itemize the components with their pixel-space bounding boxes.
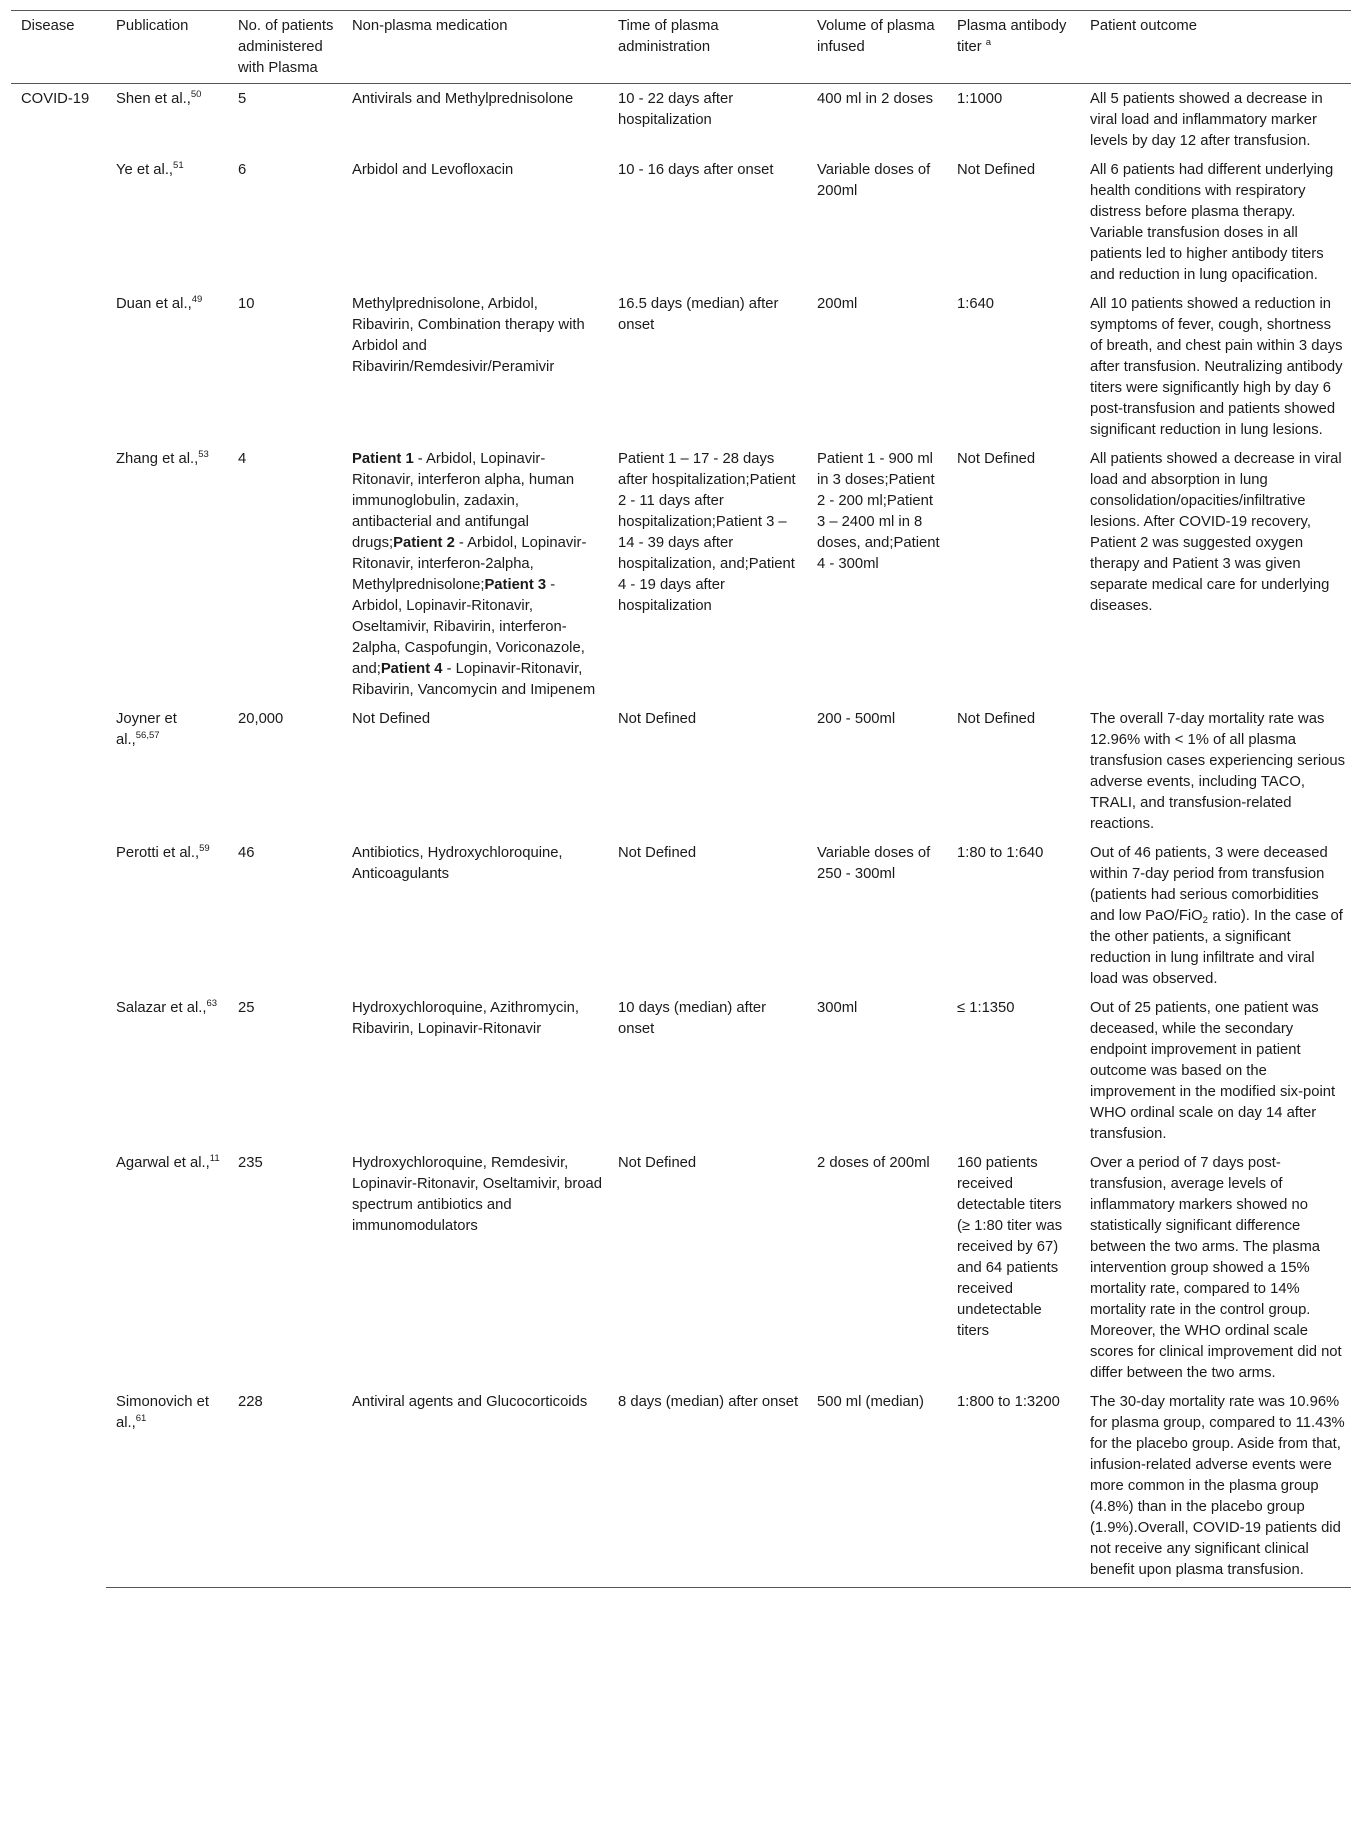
reference[interactable]: 49 [191,294,203,305]
medication-cell: Not Defined [352,711,431,727]
plasma-therapy-table [11,10,1351,1588]
outcome-cell: All patients showed a decrease in viral load and absorption in lung consolidation/opacities/infiltrative lesions. After COVID-19 recovery, Patient 2 was suggested oxygen therapy and Patient 3 was given separate medical care for underlying diseases. [1090,451,1342,614]
time-cell: 16.5 days (median) after onset [618,296,779,333]
volume-cell: Variable doses of 250 - 300ml [817,845,931,882]
patients-cell: 10 [238,296,255,312]
volume-cell: 300ml [817,1000,858,1016]
outcome-cell: The 30-day mortality rate was 10.96% for plasma group, compared to 11.43% for the placebo group. Aside from that, infusion-related adverse events were more common in the plasma group (4.8%) than in the placebo group (1.9%).Overall, COVID-19 patients did not receive any significant clinical benefit upon plasma transfusion. [1080,1387,1351,1588]
reference[interactable]: 63 [206,998,218,1009]
time-cell: 10 - 22 days after hospitalization [618,91,734,128]
patient-medication: - Lopinavir-Ritonavir, Ribavirin, Vancomycin and Imipenem [352,661,596,698]
publication-cell [106,1387,228,1588]
table-row [11,84,1351,156]
patients-cell: 46 [238,845,255,861]
outcome-subscript: 2 [1202,915,1208,926]
outcome-cell: All 10 patients showed a reduction in symptoms of fever, cough, shortness of breath, and chest pain within 3 days after transfusion. Neutralizing antibody titers were significantly high by day 6 post-transfusion and patients showed significant reduction in lung lesions. [1090,296,1343,438]
titer-cell: 1:640 [957,296,995,312]
medication-cell: Arbidol and Levofloxacin [352,162,514,178]
reference[interactable]: 59 [199,843,210,854]
outcome-text: ratio). In the case of the other patients, a significant reduction in lung infiltrate and viral load was observed. [1090,908,1343,987]
author: Simonovich et al., [116,1394,209,1431]
patients-cell: 6 [238,162,247,178]
medication-cell [342,444,608,704]
outcome-cell: Over a period of 7 days post-transfusion, average levels of inflammatory markers showed no statistically significant difference between the two arms. The plasma intervention group showed a 15% mortality rate, compared to 14% mortality rate in the control group. Moreover, the WHO ordinal scale scores for clinical improvement did not differ between the two arms. [1090,1155,1342,1381]
header-publication: Publication [106,11,228,84]
outcome-cell: The overall 7-day mortality rate was 12.96% with < 1% of all plasma transfusion cases experiencing serious adverse events, including TACO, TRALI, and transfusion-related reactions. [1090,711,1345,832]
titer-cell: 1:800 to 1:3200 [947,1387,1080,1588]
publication-cell [106,84,228,156]
table-row [11,289,1351,444]
author: Salazar et al., [116,1000,207,1016]
author: Ye et al., [116,162,174,178]
outcome-cell [1080,838,1351,993]
publication-cell [106,993,228,1148]
outcome-cell: All 5 patients showed a decrease in viral load and inflammatory marker levels by day 12 after transfusion. [1090,91,1323,149]
titer-cell: Not Defined [957,711,1036,727]
reference[interactable]: 11 [209,1153,220,1164]
medication-cell: Methylprednisolone, Arbidol, Ribavirin, Combination therapy with Arbidol and Ribavirin/Remdesivir/Peramivir [352,296,585,375]
patients-cell: 20,000 [238,711,284,727]
header-outcome: Patient outcome [1080,11,1351,84]
header-volume: Volume of plasma infused [807,11,947,84]
table-header-row [11,11,1351,84]
author: Agarwal et al., [116,1155,210,1171]
patient-label: Patient 1 [352,451,414,467]
author: Joyner et al., [116,711,177,748]
titer-cell: ≤ 1:1350 [957,1000,1015,1016]
author: Shen et al., [116,91,191,107]
table-row [11,704,1351,838]
volume-cell: 400 ml in 2 doses [817,91,933,107]
publication-cell [106,155,228,289]
patients-cell: 235 [238,1155,263,1171]
patients-cell: 5 [238,91,247,107]
patients-cell: 25 [238,1000,255,1016]
medication-cell: Hydroxychloroquine, Azithromycin, Ribavirin, Lopinavir-Ritonavir [352,1000,579,1037]
medication-cell: Antivirals and Methylprednisolone [352,91,574,107]
reference[interactable]: 56,57 [135,730,160,741]
header-patients: No. of patients administered with Plasma [228,11,342,84]
reference[interactable]: 61 [135,1413,147,1424]
patients-cell: 4 [238,451,247,467]
titer-cell: 160 patients received detectable titers (≥ 1:80 titer was received by 67) and 64 patients received undetectable titers [957,1155,1063,1339]
header-medication: Non-plasma medication [342,11,608,84]
patient-label: Patient 4 [380,661,443,677]
header-time: Time of plasma administration [608,11,807,84]
patient-label: Patient 2 [393,535,455,551]
publication-cell [106,1148,228,1387]
medication-cell: Antiviral agents and Glucocorticoids [342,1387,608,1588]
outcome-cell: All 6 patients had different underlying health conditions with respiratory distress before plasma therapy. Variable transfusion doses in all patients led to higher antibody titers and reduction in lung opacification. [1090,162,1334,283]
publication-cell [106,444,228,704]
outcome-text: Out of 46 patients, 3 were deceased within 7-day period from transfusion (patients had serious comorbidities and low PaO/FiO [1090,845,1328,924]
volume-cell: Variable doses of 200ml [817,162,931,199]
table-row [11,444,1351,704]
time-cell: 10 - 16 days after onset [618,162,774,178]
table-row [11,1387,1351,1588]
titer-cell: 1:80 to 1:640 [957,845,1044,861]
time-cell: Not Defined [618,1155,697,1171]
patient-medication: - Arbidol, Lopinavir-Ritonavir, interferon-2alpha, Methylprednisolone; [352,535,587,593]
header-titer [947,11,1080,84]
time-cell: Not Defined [618,711,697,727]
table-row [11,838,1351,993]
time-cell: 10 days (median) after onset [618,1000,767,1037]
volume-cell: Patient 1 - 900 ml in 3 doses;Patient 2 - 200 ml;Patient 3 – 2400 ml in 8 doses, and;Patient 4 - 300ml [817,451,940,572]
outcome-cell: Out of 25 patients, one patient was deceased, while the secondary endpoint improvement in patient outcome was based on the improvement in the modified six-point WHO ordinal scale on day 14 after transfusion. [1090,1000,1336,1142]
titer-cell: Not Defined [957,451,1036,467]
author: Perotti et al., [116,845,200,861]
disease-cell: COVID-19 [21,91,90,107]
patient-medication: - Arbidol, Lopinavir-Ritonavir, Oseltamivir, Ribavirin, interferon-2alpha, Caspofungin, Voriconazole, and; [352,577,585,677]
author: Zhang et al., [116,451,199,467]
table-row [11,1148,1351,1387]
publication-cell [106,838,228,993]
publication-cell [106,704,228,838]
header-disease: Disease [11,11,106,84]
volume-cell: 200ml [817,296,858,312]
time-cell: Not Defined [618,845,697,861]
titer-cell: Not Defined [957,162,1036,178]
time-cell: Patient 1 – 17 - 28 days after hospitalization;Patient 2 - 11 days after hospitalization;Patient 3 – 14 - 39 days after hospitalization, and;Patient 4 - 19 days after hospitalization [618,451,796,614]
reference[interactable]: 53 [198,449,209,460]
reference[interactable]: 51 [173,160,184,171]
volume-cell: 2 doses of 200ml [817,1155,930,1171]
titer-cell: 1:1000 [957,91,1003,107]
volume-cell: 200 - 500ml [817,711,896,727]
header-titer-label: Plasma antibody titer [957,18,1067,55]
patients-cell: 228 [228,1387,342,1588]
medication-cell: Hydroxychloroquine, Remdesivir, Lopinavir-Ritonavir, Oseltamivir, broad spectrum antibiotics and immunomodulators [352,1155,603,1234]
medication-cell: Antibiotics, Hydroxychloroquine, Anticoagulants [352,845,563,882]
reference[interactable]: 50 [190,89,202,100]
patient-label: Patient 3 [484,577,547,593]
table-row [11,155,1351,289]
author: Duan et al., [116,296,192,312]
volume-cell: 500 ml (median) [807,1387,947,1588]
time-cell: 8 days (median) after onset [608,1387,807,1588]
header-titer-footnote: a [985,37,992,48]
publication-cell [106,289,228,444]
patient-medication: - Arbidol, Lopinavir-Ritonavir, interferon alpha, human immunoglobulin, zadaxin, antibacterial and antifungal drugs; [352,451,575,551]
table-row [11,993,1351,1148]
